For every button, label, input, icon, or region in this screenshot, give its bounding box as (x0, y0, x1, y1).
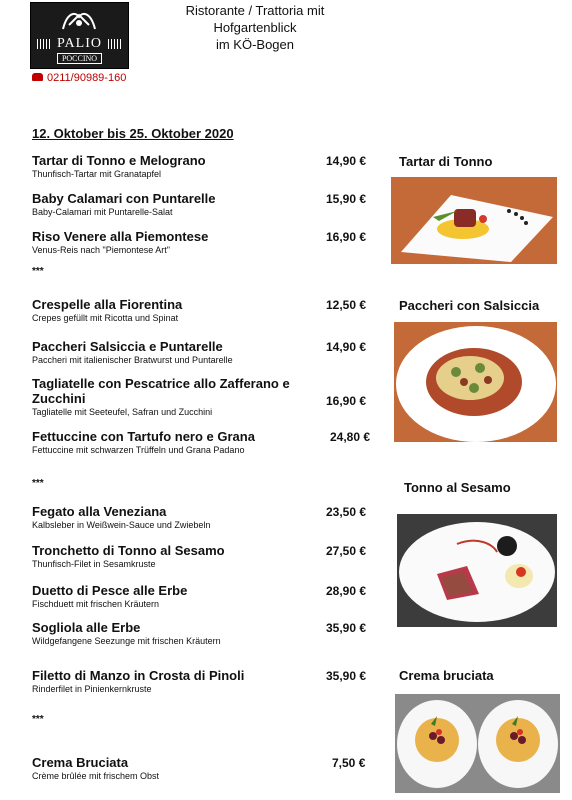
dish-price: 12,50 € (326, 298, 367, 312)
date-range: 12. Oktober bis 25. Oktober 2020 (32, 126, 234, 141)
menu-item (32, 429, 322, 456)
palio-poccino-logo (30, 2, 129, 69)
crema-photo (395, 694, 560, 793)
dish-description: Crepes gefüllt mit Ricotta und Spinat (32, 313, 179, 323)
dish-price: 16,90 € (326, 394, 367, 408)
dish-price: 15,90 € (326, 192, 367, 206)
menu-item (32, 153, 302, 180)
menu-item (32, 229, 302, 256)
dish-name: Crema Bruciata (32, 755, 129, 770)
dish-name: Tartar di Tonno e Melograno (32, 153, 206, 168)
dish-name: Sogliola alle Erbe (32, 620, 141, 635)
dish-description: Wildgefangene Seezunge mit frischen Kräutern (32, 636, 221, 646)
restaurant-header (150, 2, 360, 53)
header-line-1: Ristorante / Trattoria mit (185, 3, 325, 18)
dish-name: Filetto di Manzo in Crosta di Pinoli (32, 668, 245, 683)
menu-item (32, 376, 297, 418)
tartar-plate-icon (391, 177, 557, 264)
photo-caption: Paccheri con Salsiccia (399, 298, 540, 313)
dish-description: Baby-Calamari mit Puntarelle-Salat (32, 207, 173, 217)
crema-bruciata-icon (395, 694, 560, 793)
dish-description: Tagliatelle mit Seeteufel, Safran und Zucchini (32, 407, 213, 417)
menu-item (32, 504, 302, 531)
dish-description: Fettuccine mit schwarzen Trüffeln und Grana Padano (32, 445, 245, 455)
menu-item (32, 339, 302, 366)
dish-description: Paccheri mit italienischer Bratwurst und Puntarelle (32, 355, 233, 365)
phone-icon (32, 73, 43, 81)
logo-name: PALIO (57, 36, 102, 51)
dish-price: 7,50 € (332, 756, 366, 770)
dish-description: Crème brûlée mit frischem Obst (32, 771, 160, 781)
dish-name: Duetto di Pesce alle Erbe (32, 583, 188, 598)
menu-item (32, 620, 302, 647)
dish-name: Tagliatelle con Pescatrice allo Zafferano e Zucchini (32, 376, 290, 406)
dish-price: 23,50 € (326, 505, 367, 519)
photo-caption: Tartar di Tonno (399, 154, 493, 169)
dish-description: Thunfisch-Tartar mit Granatapfel (32, 169, 162, 179)
menu-item (32, 297, 302, 324)
dish-description: Kalbsleber in Weißwein-Sauce und Zwiebeln (32, 520, 211, 530)
dish-price: 35,90 € (326, 621, 367, 635)
dish-name: Fettuccine con Tartufo nero e Grana (32, 429, 255, 444)
dish-description: Rinderfilet in Pinienkernkruste (32, 684, 152, 694)
photo-caption: Tonno al Sesamo (404, 480, 511, 495)
section-separator: *** (32, 266, 44, 277)
tonno-photo (397, 514, 557, 627)
tartar-photo (391, 177, 557, 264)
dish-price: 28,90 € (326, 584, 367, 598)
dish-name: Tronchetto di Tonno al Sesamo (32, 543, 225, 558)
menu-item (32, 755, 302, 782)
dish-price: 16,90 € (326, 230, 367, 244)
menu-item (32, 191, 302, 218)
phone-text: 0211/90989-160 (47, 72, 127, 84)
menu-item (32, 668, 312, 695)
dish-name: Baby Calamari con Puntarelle (32, 191, 216, 206)
logo-ornament-right (108, 39, 122, 49)
dish-price: 14,90 € (326, 340, 367, 354)
tonno-plate-icon (397, 514, 557, 627)
dish-price: 24,80 € (330, 430, 371, 444)
header-line-2: Hofgartenblick (213, 20, 297, 35)
dish-description: Venus-Reis nach "Piemontese Art" (32, 245, 170, 255)
dish-price: 27,50 € (326, 544, 367, 558)
dish-price: 35,90 € (326, 669, 367, 683)
photo-caption: Crema bruciata (399, 668, 494, 683)
dish-name: Riso Venere alla Piemontese (32, 229, 209, 244)
dish-name: Crespelle alla Fiorentina (32, 297, 183, 312)
logo-subtitle: POCCINO (57, 53, 102, 64)
paccheri-photo (394, 322, 557, 442)
menu-item (32, 543, 302, 570)
section-separator: *** (32, 714, 44, 725)
paccheri-plate-icon (394, 322, 557, 442)
dish-name: Fegato alla Veneziana (32, 504, 167, 519)
dish-description: Fischduett mit frischen Kräutern (32, 599, 160, 609)
dish-price: 14,90 € (326, 154, 367, 168)
dish-name: Paccheri Salsiccia e Puntarelle (32, 339, 223, 354)
menu-item (32, 583, 302, 610)
header-line-3: im KÖ-Bogen (215, 37, 295, 52)
logo-emblem-icon (59, 7, 99, 33)
section-separator: *** (32, 478, 44, 489)
dish-description: Thunfisch-Filet in Sesamkruste (32, 559, 156, 569)
phone-number[interactable] (32, 72, 126, 84)
